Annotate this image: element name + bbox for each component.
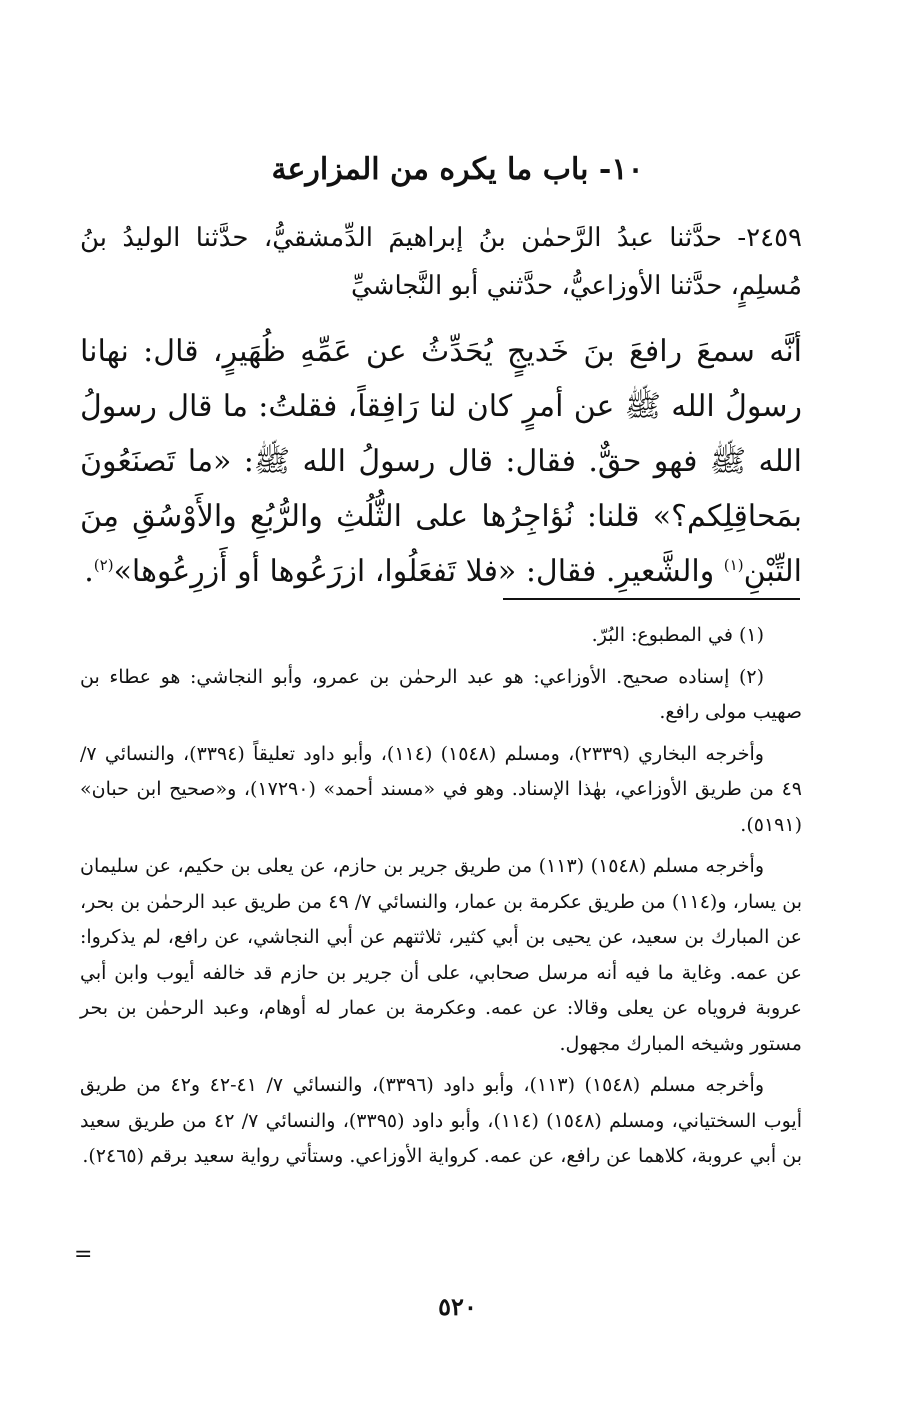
- continuation-mark: =: [74, 1242, 93, 1267]
- matn-period: .: [84, 554, 94, 589]
- footnotes: [80, 618, 802, 1181]
- footnote-1: (١) في المطبوع: البُرّ.: [591, 624, 764, 646]
- footnote-divider: [503, 598, 800, 600]
- footnote-paragraph-3: وأخرجه مسلم (١٥٤٨) (١١٣)، وأبو داود (٣٣٩٦)، والنسائي ٧/ ٤١-٤٢ و٤٢ من طريق أيوب السختياني، ومسلم (١٥٤٨) (١١٤)، وأبو داود (٣٣٩٥)، والنسائي ٧/ ٤٢ من طريق سعيد بن أبي عروبة، كلاهما عن رافع، عن عمه. كرواية الأوزاعي. وستأتي رواية سعيد برقم (٢٤٦٥).: [80, 1074, 802, 1167]
- footnote-ref-2[interactable]: (٢): [93, 556, 114, 574]
- hadith-isnad: [80, 214, 802, 310]
- hadith-matn: [80, 324, 802, 599]
- footnote-paragraph-1: وأخرجه البخاري (٢٣٣٩)، ومسلم (١٥٤٨) (١١٤)، وأبو داود تعليقاً (٣٣٩٤)، والنسائي ٧/ ٤٩ من طريق الأوزاعي، بهٰذا الإسناد. وهو في «مسند أحمد» (١٧٢٩٠)، و«صحيح ابن حبان» (٥١٩١).: [80, 742, 802, 836]
- isnad-text: حدَّثنا عبدُ الرَّحمٰن بنُ إبراهيمَ الدِّمشقيُّ، حدَّثنا الوليدُ بنُ مُسلِمٍ، حدَّثنا الأوزاعيُّ، حدَّثني أبو النَّجاشيِّ: [80, 223, 802, 301]
- hadith-number: ٢٤٥٩-: [737, 223, 803, 253]
- chapter-title: ١٠- باب ما يكره من المزارعة: [271, 152, 644, 187]
- matn-text-end: والشَّعيرِ. فقال: «فلا تَفعَلُوا، ازرَعُوها أو أَزرِعُوها»: [113, 554, 724, 589]
- footnote-2: (٢) إسناده صحيح. الأوزاعي: هو عبد الرحمٰن بن عمرو، وأبو النجاشي: هو عطاء بن صهيب مولى رافع.: [80, 665, 802, 723]
- matn-text: أنَّه سمعَ رافعَ بنَ خَديجٍ يُحَدِّثُ عن عَمِّهِ ظُهَيرٍ، قال: نهانا رسولُ الله ﷺ عن أمرٍ كان لنا رَافِقاً، فقلتُ: ما قال رسولُ الله ﷺ فهو حقٌّ. فقال: قال رسولُ الله ﷺ: «ما تَصنَعُونَ بمَحاقِلِكم؟» قلنا: نُؤاجِرُها على الثُّلُثِ والرُّبُعِ والأَوْسُقِ مِنَ التِّبْنِ: [80, 334, 802, 589]
- footnote-ref-1[interactable]: (١): [723, 556, 744, 574]
- footnote-paragraph-2: وأخرجه مسلم (١٥٤٨) (١١٣) من طريق جرير بن حازم، عن يعلى بن حكيم، عن سليمان بن يسار، و(١١٤) من طريق عكرمة بن عمار، والنسائي ٧/ ٤٩ من طريق عبد الرحمٰن بن بحر، عن المبارك بن سعيد، عن يحيى بن أبي كثير، ثلاثتهم عن أبي النجاشي، عن رافع، لم يذكروا: عن عمه. وغاية ما فيه أنه مرسل صحابي، على أن جرير بن حازم قد خالفه أيوب وابن أبي عروبة فروياه عن يعلى وقالا: عن عمه. وعكرمة بن عمار له أوهام، وعبد الرحمٰن بن بحر مستور وشيخه المبارك مجهول.: [80, 855, 802, 1055]
- page-number: ٥٢٠: [438, 1292, 477, 1321]
